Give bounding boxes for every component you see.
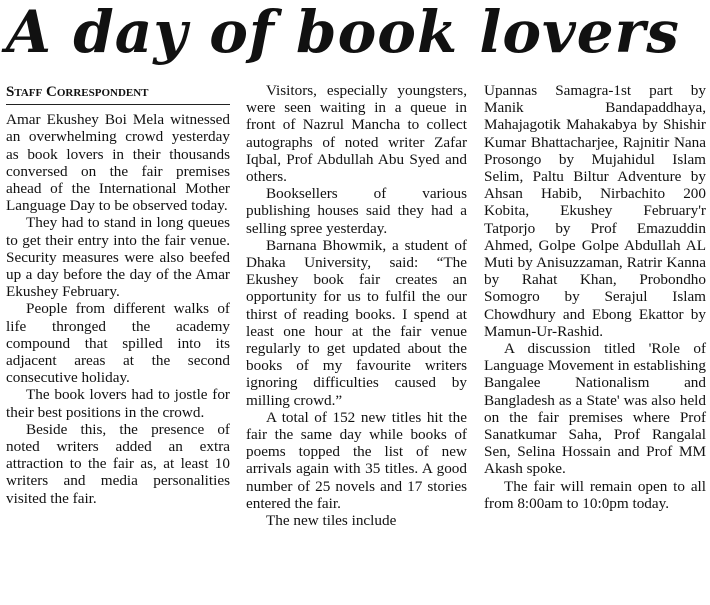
paragraph: The book lovers had to jostle for their best positions in the crowd.: [6, 386, 230, 421]
paragraph: The fair will remain open to all from 8:00am to 10:0pm today.: [484, 477, 706, 512]
article-column-2: [246, 82, 467, 529]
byline: Staff Correspondent: [6, 84, 230, 105]
paragraph: They had to stand in long queues to get their entry into the fair venue. Security measures were also beefed up a day before the day of the Amar Ekushey February.: [6, 214, 230, 301]
paragraph: A discussion titled 'Role of Language Movement in establishing Bangalee Nationalism and Bangladesh as a State' was also held on the fair premises where Prof Sanatkumar Saha, Prof Rangalal Sen, Selina Hossain and Prof MM Akash spoke.: [484, 340, 706, 478]
paragraph: Amar Ekushey Boi Mela witnessed an overwhelming crowd yesterday as book lovers in their thousands conversed on the fair premises ahead of the International Mother Language Day to be observed today.: [6, 111, 230, 215]
paragraph: The new tiles include: [266, 512, 397, 530]
headline: A day of book lovers: [6, 0, 680, 66]
paragraph: Beside this, the presence of noted writers added an extra attraction to the fair as, at least 10 writers and media personalities visited the fair.: [6, 420, 230, 507]
article-column-1: [6, 84, 230, 507]
paragraph: People from different walks of life thronged the academy compound that spilled into its adjacent areas at the second consecutive holiday.: [6, 300, 230, 387]
article-column-3: [484, 82, 706, 512]
paragraph: Visitors, especially youngsters, were seen waiting in a queue in front of Nazrul Mancha to collect autographs of noted writer Zafar Iqbal, Prof Abdullah Abu Syed and others.: [246, 82, 467, 186]
paragraph: Barnana Bhowmik, a student of Dhaka University, said: “The Ekushey book fair creates an opportunity for us to fulfil the our thirst of reading books. I spend at least one hour at the fair venue regularly to get updated about the books of my favourite writers ignoring difficulties caused by milling crowd.”: [246, 236, 467, 409]
paragraph: Booksellers of various publishing houses said they had a selling spree yesterday.: [246, 185, 467, 237]
paragraph: Upannas Samagra-1st part by Manik Bandapaddhaya, Mahajagotik Mahakabya by Shishir Kumar Bhattacharjee, Rajnitir Nana Prosongo by Mujahidul Islam Selim, Paltu Biltur Adventure by Ahsan Habib, Nirbachito 200 Kobita, Ekushey February'r Tatporjo by Prof Emazuddin Ahmed, Golpe Golpe Abdullah AL Muti by Anisuzzaman, Ratrir Kanna by Rahat Khan, Probondho Somogro by Serajul Islam Chowdhury and Ebong Ekattor by Mamun-Ur-Rashid.: [484, 82, 706, 340]
paragraph: A total of 152 new titles hit the fair the same day while books of poems topped the list of new arrivals again with 35 titles. A good number of 25 novels and 17 stories entered the fair.: [246, 408, 467, 512]
